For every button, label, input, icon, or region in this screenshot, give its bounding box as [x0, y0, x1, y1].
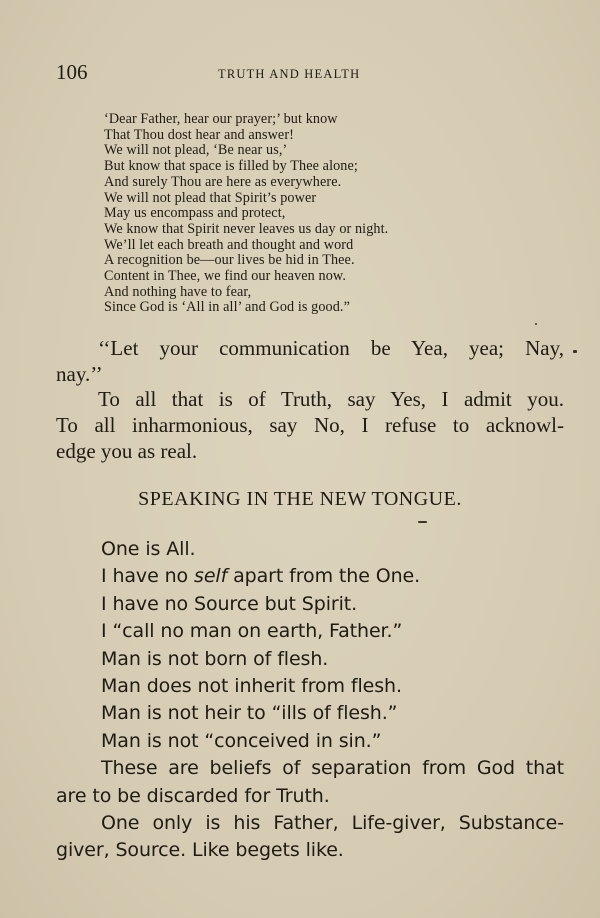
poem-line: ‘Dear Father, hear our prayer;’ but know — [104, 111, 338, 127]
prose-line: edge you as real. — [56, 439, 198, 463]
running-head: TRUTH AND HEALTH — [218, 67, 361, 81]
affirmation-line: I have no Source but Spirit. — [101, 592, 358, 615]
paper-speck — [535, 323, 537, 325]
affirmation-line: One is All. — [101, 538, 196, 560]
affirmation-line: I “call no man on earth, Father.” — [101, 620, 403, 643]
prose-line: To all that is of Truth, say Yes, I admit you. — [98, 387, 564, 411]
poem-line: That Thou dost hear and answer! — [104, 126, 294, 143]
tongue-paragraph-line: are to be discarded for Truth. — [56, 784, 330, 807]
affirmation-text: I have no — [101, 565, 195, 588]
affirmation-text: apart from the One. — [227, 565, 421, 588]
poem-line: And nothing have to fear, — [104, 283, 252, 300]
poem-line: May us encompass and protect, — [104, 205, 286, 222]
tongue-paragraph-line: One only is his Father, Life-giver, Substance- — [101, 812, 564, 835]
tongue-paragraph-line: These are beliefs of separation from God that — [101, 757, 564, 780]
poem-line: But know that space is filled by Thee alone; — [104, 158, 358, 175]
poem-line: We will not plead, ‘Be near us,’ — [104, 142, 288, 159]
page-header — [56, 60, 546, 84]
poem-line: We’ll let each breath and thought and word — [104, 236, 354, 253]
poem — [104, 112, 388, 316]
poem-line: A recognition be—our lives be hid in Thee. — [104, 252, 355, 269]
affirmation-line: Man is not “conceived in sin.” — [101, 729, 382, 752]
affirmation-line: Man is not born of flesh. — [101, 647, 329, 670]
affirmation-line — [56, 563, 564, 590]
poem-line: Content in Thee, we find our heaven now. — [104, 268, 346, 285]
paper-speck — [573, 350, 577, 353]
poem-line: We will not plead that Spirit’s power — [104, 189, 317, 206]
new-tongue-section — [56, 536, 564, 865]
emphasis-self: self — [194, 565, 228, 588]
tongue-paragraph-line: giver, Source. Like begets like. — [56, 839, 344, 862]
prose-line: To all inharmonious, say No, I refuse to acknowl- — [56, 413, 564, 437]
paper-speck — [418, 521, 427, 523]
affirmation-line: Man is not heir to “ills of flesh.” — [101, 702, 398, 725]
poem-line: Since God is ‘All in all’ and God is good.” — [104, 299, 350, 316]
poem-line: And surely Thou are here as everywhere. — [104, 173, 342, 190]
truth-paragraph — [56, 386, 564, 464]
prose-line: ‘‘Let your communication be Yea, yea; Nay, — [98, 336, 564, 360]
section-heading: SPEAKING IN THE NEW TONGUE. — [138, 488, 462, 510]
page-number: 106 — [56, 60, 88, 84]
prose-line: nay.’’ — [56, 362, 103, 386]
affirmation-line: Man does not inherit from flesh. — [101, 675, 402, 698]
poem-line: We know that Spirit never leaves us day or night. — [104, 220, 389, 237]
scripture-quote-paragraph — [56, 335, 564, 387]
